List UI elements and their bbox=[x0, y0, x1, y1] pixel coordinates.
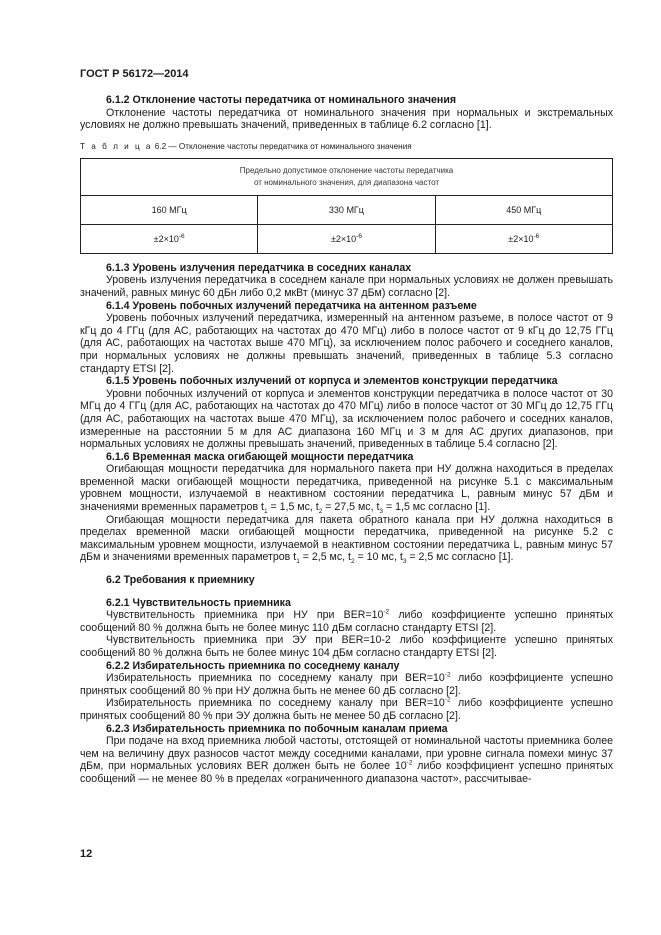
paragraph-text: Избирательность приемника по соседнему каналу при BER=10 bbox=[106, 697, 445, 710]
paragraph-6-2-1-extreme: Чувствительность приемника при ЭУ при BER=10-2 либо коэффициенте успешно принятых сообщений 80 % должна быть не более минус 104 дБм согласно стандарту ETSI [2]. bbox=[80, 634, 613, 659]
table-caption-prefix: Т а б л и ц а bbox=[80, 141, 153, 151]
superscript: -2 bbox=[383, 608, 390, 616]
band-cell-160: 160 МГц bbox=[81, 195, 258, 224]
subscript: 2 bbox=[350, 558, 355, 566]
paragraph-text: = 2,5 мс, t bbox=[299, 551, 351, 564]
paragraph-6-1-3: Уровень излучения передатчика в соседнем канале при нормальных условиях не должен превышать значений, равных минус 60 дБн либо 0,2 мкВт (минус 37 дБм) согласно [2]. bbox=[80, 274, 613, 299]
subscript: 2 bbox=[318, 508, 323, 516]
section-heading-6-2-1: 6.2.1 Чувствительность приемника bbox=[106, 596, 291, 609]
section-heading-6-1-6: 6.1.6 Временная маска огибающей мощности передатчика bbox=[106, 450, 414, 463]
page-number: 12 bbox=[80, 848, 93, 860]
value-base: ±2×10 bbox=[153, 233, 179, 244]
paragraph-6-2-3 bbox=[80, 735, 613, 785]
value-base: ±2×10 bbox=[330, 233, 357, 244]
value-cell-330 bbox=[258, 224, 435, 253]
value-cell-450 bbox=[435, 224, 612, 253]
section-heading-6-1-4: 6.1.4 Уровень побочных излучений передатчика на антенном разъеме bbox=[106, 299, 477, 312]
section-heading-6-2-3: 6.2.3 Избирательность приемника по побочным каналам приема bbox=[106, 722, 448, 735]
paragraph-text: Огибающая мощности передатчика для пакета обратного канала при НУ должна находиться в пределах временной маски огибающей мощности передатчика, приведенной на рисунке 5.2 с максимальным уровнем мощности, излучаемой в неактивном состоянии передатчика L, равным минус 57 дБм и значениями временных параметров t bbox=[80, 513, 613, 564]
paragraph-text: = 10 мс, t bbox=[354, 551, 403, 564]
paragraph-6-1-6-reverse-channel bbox=[80, 514, 613, 564]
section-heading-6-2-2: 6.2.2 Избирательность приемника по соседнему каналу bbox=[106, 659, 400, 672]
page-content bbox=[80, 94, 613, 786]
frequency-deviation-table bbox=[80, 158, 613, 254]
section-heading-6-1-3: 6.1.3 Уровень излучения передатчика в соседних каналах bbox=[106, 261, 412, 274]
paragraph-6-1-5: Уровни побочных излучений от корпуса и элементов конструкции передатчика в полосе частот от 30 МГц до 4 ГГц (для АС, работающих на частотах до 470 МГц) либо в полосе частот от 30 МГц до 12,75 ГГц (для АС, работающих на частотах выше 470 МГц), за исключением полос рабочего и соседних каналов, измеренные на расстоянии 5 м для АС диапазона 160 МГц и 3 м для АС других диапазонов, при нормальных условиях не должны превышать значений, приведенных в таблице 5.4 согласно [2]. bbox=[80, 387, 613, 451]
subscript: 3 bbox=[402, 558, 407, 566]
section-heading-6-2: 6.2 Требования к приемнику bbox=[106, 574, 255, 587]
table-header-line-2: от номинального значения, для диапазона частот bbox=[253, 177, 440, 187]
section-heading-6-1-5: 6.1.5 Уровень побочных излучений от корпуса и элементов конструкции передатчика bbox=[106, 375, 558, 388]
subscript: 1 bbox=[296, 558, 300, 566]
value-cell-160 bbox=[81, 224, 258, 253]
paragraph-text: либо коэффициенте успешно принятых сообщений 80 % при НУ должна быть не менее 60 дБ согласно [2]. bbox=[80, 672, 613, 697]
section-heading-6-1-2: 6.1.2 Отклонение частоты передатчика от номинального значения bbox=[106, 94, 457, 106]
paragraph-text: = 1,5 мс согласно [1]. bbox=[383, 501, 491, 514]
band-cell-330: 330 МГц bbox=[258, 195, 435, 224]
subscript: 1 bbox=[263, 508, 268, 516]
standard-header: ГОСТ Р 56172—2014 bbox=[80, 68, 189, 80]
paragraph-text: = 2,5 мс согласно [1]. bbox=[406, 551, 514, 564]
paragraph-text: либо коэффициент успешно принятых сообщений — не менее 80 % в пределах «ограниченного диапазона частот», рассчитывае- bbox=[80, 760, 613, 785]
value-exponent: -6 bbox=[533, 232, 540, 240]
paragraph-text: Избирательность приемника по соседнему каналу при BER=10 bbox=[106, 672, 445, 685]
subscript: 3 bbox=[379, 508, 384, 516]
paragraph-text: При подаче на вход приемника любой частоты, отстоящей от номинальной частоты приемника более чем на величину двух разносов частот между соседними каналами, при уровне сигнала помехи минус 37 дБм, при нормальных условиях BER должен быть не более 10 bbox=[80, 735, 613, 773]
band-cell-450: 450 МГц bbox=[435, 195, 612, 224]
table-header-cell bbox=[81, 158, 613, 195]
paragraph-6-2-2-extreme bbox=[80, 697, 613, 722]
paragraph-6-2-2-normal bbox=[80, 672, 613, 697]
paragraph-6-1-6-normal-burst bbox=[80, 463, 613, 516]
paragraph-text: = 1,5 мс, t bbox=[267, 501, 319, 514]
table-caption bbox=[80, 142, 613, 152]
superscript: -2 bbox=[406, 759, 413, 767]
paragraph-text: = 27,5 мс, t bbox=[322, 501, 380, 514]
value-base: ±2×10 bbox=[508, 233, 534, 244]
table-header-line-1: Предельно допустимое отклонение частоты передатчика bbox=[239, 165, 454, 175]
paragraph-6-1-2: Отклонение частоты передатчика от номинального значения при нормальных и экстремальных условиях не должно превышать значений, приведенных в таблице 6.2 согласно [1]. bbox=[80, 106, 613, 132]
superscript: -2 bbox=[444, 671, 451, 679]
paragraph-text: Огибающая мощности передатчика для нормального пакета при НУ должна находиться в пределах временной маски огибающей мощности передатчика, приведенной на рисунке 5.1 с максимальным уровнем мощности, излучаемой в неактивном состоянии передатчика L, равным минус 57 дБм и значениями временных параметров t bbox=[80, 463, 613, 514]
paragraph-text: либо коэффициенте успешно принятых сообщений 80 % должна быть не более минус 110 дБм согласно стандарту ETSI [2]. bbox=[80, 609, 613, 634]
paragraph-6-1-4: Уровень побочных излучений передатчика, измеренный на антенном разъеме, в полосе частот от 9 кГц до 4 ГГц (для АС, работающих на частотах до 470 МГц) либо в полосе частот от 9 кГц до 12,75 ГГц (для АС, работающих на частотах выше 470 МГц), за исключением полос рабочего и соседнего каналов, при нормальных условиях не должны превышать значений, приведенных в таблице 5.3 согласно стандарту ETSI [2]. bbox=[80, 312, 613, 375]
paragraph-text: либо коэффициенте успешно принятых сообщений 80 % при ЭУ должна быть не менее 50 дБ согласно [2]. bbox=[80, 697, 613, 722]
table-caption-title: 6.2 — Отклонение частоты передатчика от номинального значения bbox=[152, 141, 412, 151]
value-exponent: -6 bbox=[178, 232, 185, 240]
value-exponent: -6 bbox=[356, 232, 362, 240]
superscript: -2 bbox=[444, 696, 451, 704]
paragraph-6-2-1-normal bbox=[80, 609, 613, 634]
paragraph-text: Чувствительность приемника при НУ при BER=10 bbox=[106, 609, 384, 622]
